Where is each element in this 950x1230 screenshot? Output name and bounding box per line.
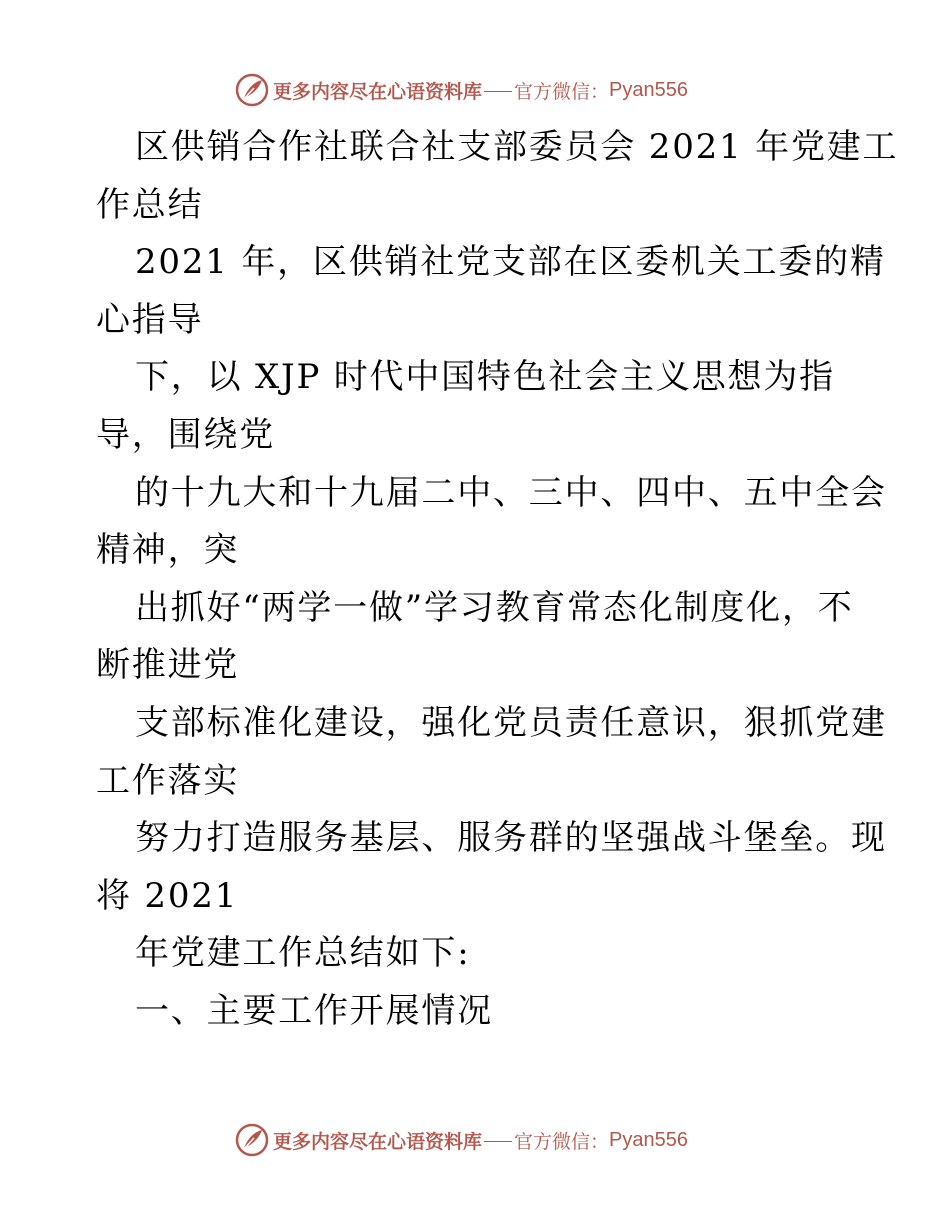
paragraph-line: 的十九大和十九届二中、三中、四中、五中全会 (135, 472, 887, 513)
document-title-line: 作总结 (96, 184, 204, 225)
watermark-wechat-label: 官方微信： (514, 80, 610, 103)
paragraph-line: 2021 年，区供销社党支部在区委机关工委的精 (135, 242, 886, 283)
document-body (96, 119, 899, 1041)
watermark-dash (484, 1141, 512, 1142)
watermark-wechat-id: Pyan556 (609, 1128, 688, 1151)
section-heading: 一、主要工作开展情况 (135, 990, 493, 1031)
watermark-dash (484, 91, 512, 92)
watermark-brand-text: 更多内容尽在心语资料库 (273, 1130, 483, 1153)
document-title-line: 区供销合作社联合社支部委员会 2021 年党建工 (135, 127, 899, 167)
paragraph-line: 年党建工作总结如下: (135, 933, 471, 974)
paragraph-line: 心指导 (96, 299, 204, 340)
footer-watermark (235, 1120, 688, 1160)
paragraph-line: 导，围绕党 (96, 414, 275, 455)
watermark-wechat-label: 官方微信： (514, 1130, 610, 1153)
paragraph-line: 精神，突 (96, 530, 240, 571)
paragraph-line: 将 2021 (96, 875, 239, 916)
watermark-brand-text: 更多内容尽在心语资料库 (273, 80, 483, 103)
paragraph-line: 努力打造服务基层、服务群的坚强战斗堡垒。现 (135, 818, 887, 859)
paragraph-line: 下，以 XJP 时代中国特色社会主义思想为指 (135, 357, 835, 398)
paragraph-line: 出抓好“两学一做”学习教育常态化制度化，不 (135, 587, 854, 628)
watermark-wechat-id: Pyan556 (609, 78, 688, 101)
paragraph-line: 断推进党 (96, 645, 240, 686)
paragraph-line: 工作落实 (96, 760, 240, 801)
paragraph-line: 支部标准化建设，强化党员责任意识，狠抓党建 (135, 702, 887, 743)
feather-logo-icon (235, 1123, 269, 1157)
feather-logo-icon (235, 73, 269, 107)
header-watermark (235, 70, 688, 110)
